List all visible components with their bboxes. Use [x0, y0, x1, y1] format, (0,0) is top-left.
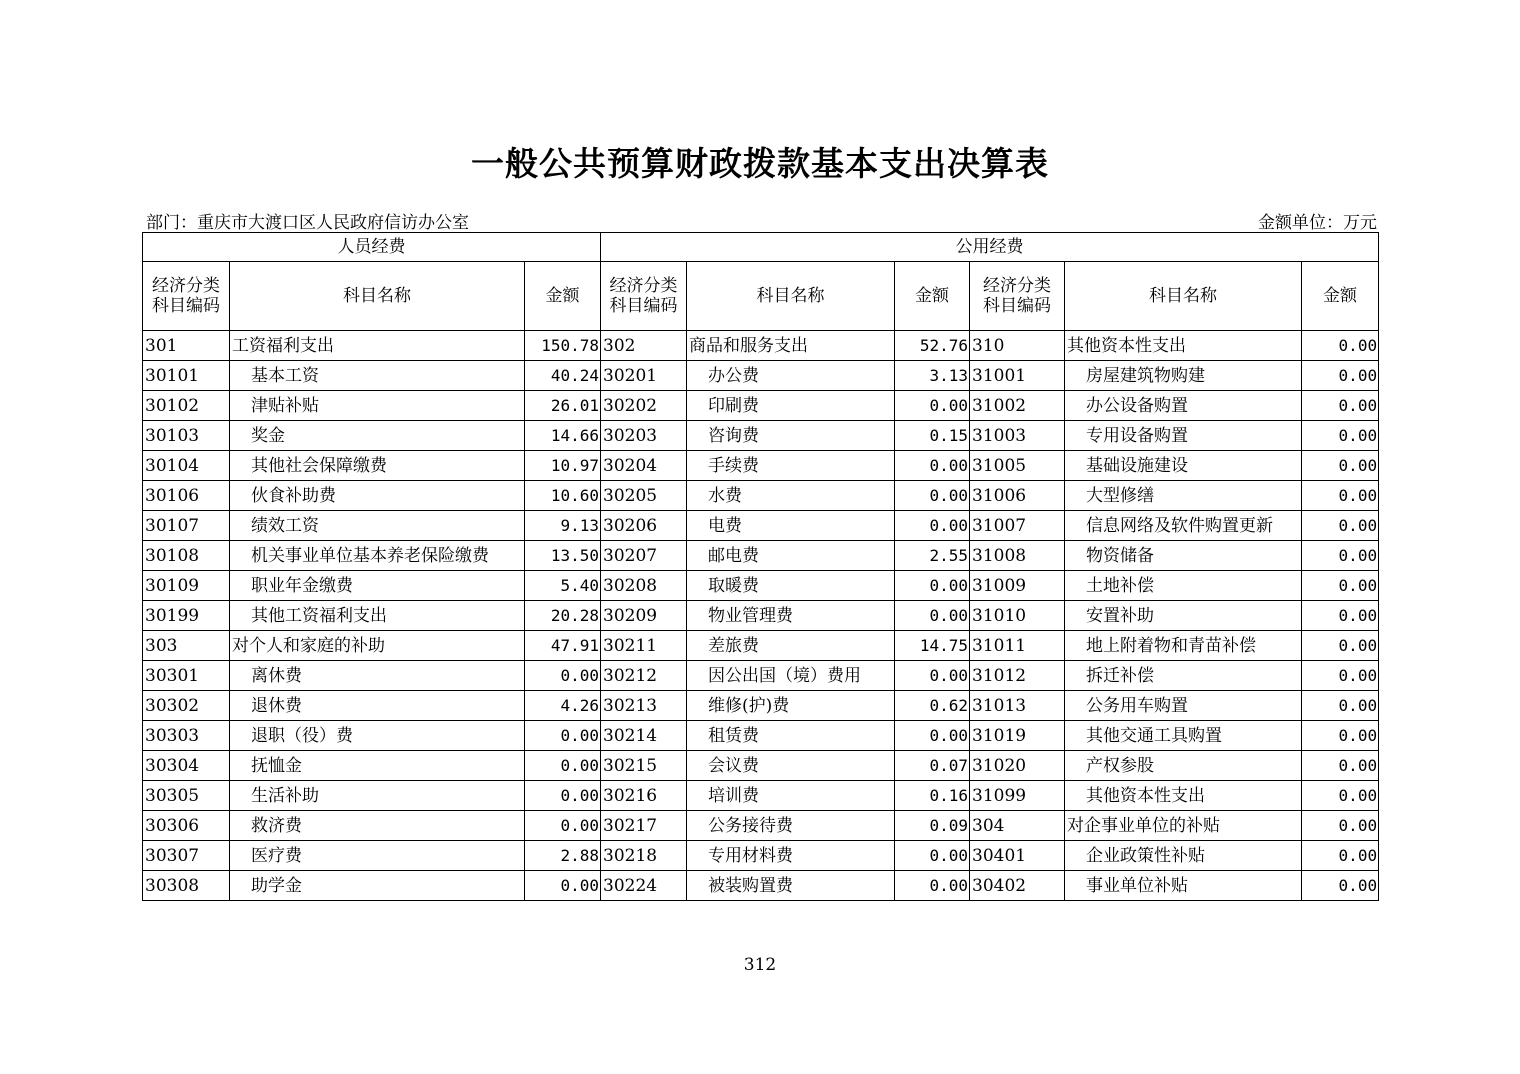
amount-cell: 0.00 — [1302, 811, 1379, 841]
amount-cell: 0.00 — [1302, 481, 1379, 511]
code-cell: 30203 — [601, 421, 687, 451]
code-cell: 30205 — [601, 481, 687, 511]
name-cell: 被装购置费 — [687, 871, 895, 901]
amount-cell: 0.07 — [895, 751, 970, 781]
amount-cell: 0.00 — [1302, 841, 1379, 871]
name-cell: 公务接待费 — [687, 811, 895, 841]
group-header-row — [143, 233, 1379, 262]
amount-cell: 52.76 — [895, 331, 970, 361]
name-cell: 信息网络及软件购置更新 — [1065, 511, 1302, 541]
code-cell: 30217 — [601, 811, 687, 841]
code-cell: 31007 — [970, 511, 1065, 541]
amount-cell: 0.00 — [1302, 631, 1379, 661]
code-cell: 31003 — [970, 421, 1065, 451]
name-cell: 其他交通工具购置 — [1065, 721, 1302, 751]
amount-cell: 9.13 — [525, 511, 601, 541]
amount-cell: 0.00 — [1302, 691, 1379, 721]
name-cell: 专用材料费 — [687, 841, 895, 871]
header-amount: 金额 — [525, 262, 601, 331]
name-cell: 印刷费 — [687, 391, 895, 421]
name-cell: 因公出国（境）费用 — [687, 661, 895, 691]
table-row — [143, 721, 1379, 751]
name-cell: 会议费 — [687, 751, 895, 781]
header-code: 经济分类 科目编码 — [970, 262, 1065, 331]
code-cell: 30308 — [143, 871, 230, 901]
name-cell: 工资福利支出 — [230, 331, 525, 361]
code-cell: 31009 — [970, 571, 1065, 601]
code-cell: 30213 — [601, 691, 687, 721]
table-row — [143, 481, 1379, 511]
amount-cell: 0.00 — [895, 661, 970, 691]
code-cell: 31008 — [970, 541, 1065, 571]
name-cell: 物资储备 — [1065, 541, 1302, 571]
name-cell: 其他工资福利支出 — [230, 601, 525, 631]
name-cell: 拆迁补偿 — [1065, 661, 1302, 691]
amount-cell: 2.88 — [525, 841, 601, 871]
name-cell: 土地补偿 — [1065, 571, 1302, 601]
amount-cell: 10.60 — [525, 481, 601, 511]
name-cell: 其他资本性支出 — [1065, 781, 1302, 811]
code-cell: 30199 — [143, 601, 230, 631]
name-cell: 基本工资 — [230, 361, 525, 391]
code-cell: 30301 — [143, 661, 230, 691]
name-cell: 办公设备购置 — [1065, 391, 1302, 421]
name-cell: 租赁费 — [687, 721, 895, 751]
name-cell: 取暖费 — [687, 571, 895, 601]
name-cell: 绩效工资 — [230, 511, 525, 541]
code-cell: 31002 — [970, 391, 1065, 421]
name-cell: 奖金 — [230, 421, 525, 451]
amount-cell: 26.01 — [525, 391, 601, 421]
amount-cell: 0.00 — [1302, 751, 1379, 781]
amount-cell: 0.00 — [525, 751, 601, 781]
name-cell: 产权参股 — [1065, 751, 1302, 781]
table-row — [143, 841, 1379, 871]
code-cell: 30214 — [601, 721, 687, 751]
name-cell: 电费 — [687, 511, 895, 541]
amount-cell: 3.13 — [895, 361, 970, 391]
amount-cell: 0.00 — [895, 601, 970, 631]
amount-cell: 0.00 — [895, 571, 970, 601]
table-row — [143, 811, 1379, 841]
code-cell: 30109 — [143, 571, 230, 601]
code-cell: 30102 — [143, 391, 230, 421]
code-cell: 30206 — [601, 511, 687, 541]
table-row — [143, 661, 1379, 691]
amount-cell: 0.00 — [1302, 661, 1379, 691]
amount-cell: 0.00 — [895, 451, 970, 481]
amount-cell: 14.66 — [525, 421, 601, 451]
name-cell: 助学金 — [230, 871, 525, 901]
code-cell: 302 — [601, 331, 687, 361]
name-cell: 抚恤金 — [230, 751, 525, 781]
code-cell: 30212 — [601, 661, 687, 691]
page-number: 312 — [743, 955, 777, 975]
amount-cell: 0.00 — [1302, 361, 1379, 391]
table-row — [143, 751, 1379, 781]
group-public: 公用经费 — [601, 233, 1379, 262]
name-cell: 培训费 — [687, 781, 895, 811]
amount-cell: 13.50 — [525, 541, 601, 571]
amount-cell: 20.28 — [525, 601, 601, 631]
code-cell: 30106 — [143, 481, 230, 511]
table-row — [143, 511, 1379, 541]
code-cell: 31020 — [970, 751, 1065, 781]
code-cell: 303 — [143, 631, 230, 661]
code-cell: 31019 — [970, 721, 1065, 751]
table-row — [143, 391, 1379, 421]
table-row — [143, 451, 1379, 481]
code-cell: 31012 — [970, 661, 1065, 691]
code-cell: 30208 — [601, 571, 687, 601]
amount-cell: 0.62 — [895, 691, 970, 721]
amount-cell: 0.00 — [1302, 511, 1379, 541]
header-code: 经济分类 科目编码 — [143, 262, 230, 331]
name-cell: 大型修缮 — [1065, 481, 1302, 511]
name-cell: 事业单位补贴 — [1065, 871, 1302, 901]
code-cell: 30204 — [601, 451, 687, 481]
group-personnel: 人员经费 — [143, 233, 601, 262]
amount-cell: 0.00 — [1302, 421, 1379, 451]
name-cell: 退休费 — [230, 691, 525, 721]
name-cell: 差旅费 — [687, 631, 895, 661]
name-cell: 基础设施建设 — [1065, 451, 1302, 481]
name-cell: 其他社会保障缴费 — [230, 451, 525, 481]
amount-cell: 0.00 — [895, 481, 970, 511]
code-cell: 30108 — [143, 541, 230, 571]
code-cell: 301 — [143, 331, 230, 361]
code-cell: 31011 — [970, 631, 1065, 661]
code-cell: 30107 — [143, 511, 230, 541]
code-cell: 31006 — [970, 481, 1065, 511]
table-row — [143, 421, 1379, 451]
code-cell: 30402 — [970, 871, 1065, 901]
name-cell: 水费 — [687, 481, 895, 511]
amount-cell: 0.00 — [895, 511, 970, 541]
name-cell: 生活补助 — [230, 781, 525, 811]
amount-cell: 0.00 — [1302, 451, 1379, 481]
amount-cell: 14.75 — [895, 631, 970, 661]
amount-cell: 0.15 — [895, 421, 970, 451]
amount-cell: 150.78 — [525, 331, 601, 361]
name-cell: 办公费 — [687, 361, 895, 391]
amount-cell: 0.00 — [525, 871, 601, 901]
code-cell: 31010 — [970, 601, 1065, 631]
name-cell: 物业管理费 — [687, 601, 895, 631]
code-cell: 30215 — [601, 751, 687, 781]
name-cell: 救济费 — [230, 811, 525, 841]
amount-cell: 0.00 — [1302, 871, 1379, 901]
amount-cell: 47.91 — [525, 631, 601, 661]
name-cell: 离休费 — [230, 661, 525, 691]
code-cell: 30306 — [143, 811, 230, 841]
header-amount: 金额 — [1302, 262, 1379, 331]
amount-cell: 0.00 — [1302, 541, 1379, 571]
amount-cell: 0.00 — [895, 391, 970, 421]
name-cell: 维修(护)费 — [687, 691, 895, 721]
amount-cell: 40.24 — [525, 361, 601, 391]
amount-cell: 10.97 — [525, 451, 601, 481]
name-cell: 手续费 — [687, 451, 895, 481]
amount-cell: 0.00 — [1302, 571, 1379, 601]
name-cell: 地上附着物和青苗补偿 — [1065, 631, 1302, 661]
code-cell: 304 — [970, 811, 1065, 841]
table-row — [143, 361, 1379, 391]
amount-cell: 5.40 — [525, 571, 601, 601]
name-cell: 邮电费 — [687, 541, 895, 571]
column-header-row — [143, 262, 1379, 331]
table-row — [143, 331, 1379, 361]
amount-cell: 0.00 — [1302, 721, 1379, 751]
name-cell: 机关事业单位基本养老保险缴费 — [230, 541, 525, 571]
amount-cell: 0.00 — [525, 781, 601, 811]
code-cell: 30101 — [143, 361, 230, 391]
name-cell: 医疗费 — [230, 841, 525, 871]
code-cell: 30211 — [601, 631, 687, 661]
amount-cell: 0.16 — [895, 781, 970, 811]
amount-cell: 0.00 — [1302, 601, 1379, 631]
code-cell: 31099 — [970, 781, 1065, 811]
unit-label: 金额单位：万元 — [1258, 213, 1377, 233]
code-cell: 30103 — [143, 421, 230, 451]
name-cell: 企业政策性补贴 — [1065, 841, 1302, 871]
department-label: 部门：重庆市大渡口区人民政府信访办公室 — [146, 213, 469, 233]
code-cell: 30304 — [143, 751, 230, 781]
name-cell: 对个人和家庭的补助 — [230, 631, 525, 661]
table-row — [143, 571, 1379, 601]
header-code: 经济分类 科目编码 — [601, 262, 687, 331]
code-cell: 30216 — [601, 781, 687, 811]
name-cell: 伙食补助费 — [230, 481, 525, 511]
table-row — [143, 781, 1379, 811]
amount-cell: 0.00 — [895, 841, 970, 871]
amount-cell: 0.00 — [895, 871, 970, 901]
code-cell: 30303 — [143, 721, 230, 751]
table-row — [143, 631, 1379, 661]
code-cell: 30104 — [143, 451, 230, 481]
header-amount: 金额 — [895, 262, 970, 331]
code-cell: 30201 — [601, 361, 687, 391]
code-cell: 30207 — [601, 541, 687, 571]
name-cell: 安置补助 — [1065, 601, 1302, 631]
code-cell: 31001 — [970, 361, 1065, 391]
header-name: 科目名称 — [1065, 262, 1302, 331]
code-cell: 30305 — [143, 781, 230, 811]
table-row — [143, 541, 1379, 571]
amount-cell: 0.00 — [1302, 781, 1379, 811]
page-title: 一般公共预算财政拨款基本支出决算表 — [471, 144, 1049, 183]
name-cell: 专用设备购置 — [1065, 421, 1302, 451]
code-cell: 30218 — [601, 841, 687, 871]
amount-cell: 0.09 — [895, 811, 970, 841]
code-cell: 31013 — [970, 691, 1065, 721]
name-cell: 房屋建筑物购建 — [1065, 361, 1302, 391]
code-cell: 30307 — [143, 841, 230, 871]
name-cell: 津贴补贴 — [230, 391, 525, 421]
code-cell: 30302 — [143, 691, 230, 721]
header-name: 科目名称 — [687, 262, 895, 331]
name-cell: 公务用车购置 — [1065, 691, 1302, 721]
code-cell: 30401 — [970, 841, 1065, 871]
amount-cell: 0.00 — [525, 721, 601, 751]
name-cell: 商品和服务支出 — [687, 331, 895, 361]
amount-cell: 0.00 — [1302, 331, 1379, 361]
name-cell: 职业年金缴费 — [230, 571, 525, 601]
amount-cell: 0.00 — [525, 811, 601, 841]
table-row — [143, 601, 1379, 631]
code-cell: 310 — [970, 331, 1065, 361]
code-cell: 31005 — [970, 451, 1065, 481]
amount-cell: 2.55 — [895, 541, 970, 571]
name-cell: 其他资本性支出 — [1065, 331, 1302, 361]
code-cell: 30202 — [601, 391, 687, 421]
amount-cell: 0.00 — [895, 721, 970, 751]
table-row — [143, 691, 1379, 721]
code-cell: 30209 — [601, 601, 687, 631]
expenditure-table — [142, 232, 1379, 901]
table-row — [143, 871, 1379, 901]
code-cell: 30224 — [601, 871, 687, 901]
name-cell: 对企事业单位的补贴 — [1065, 811, 1302, 841]
amount-cell: 0.00 — [1302, 391, 1379, 421]
name-cell: 退职（役）费 — [230, 721, 525, 751]
amount-cell: 4.26 — [525, 691, 601, 721]
header-name: 科目名称 — [230, 262, 525, 331]
amount-cell: 0.00 — [525, 661, 601, 691]
name-cell: 咨询费 — [687, 421, 895, 451]
